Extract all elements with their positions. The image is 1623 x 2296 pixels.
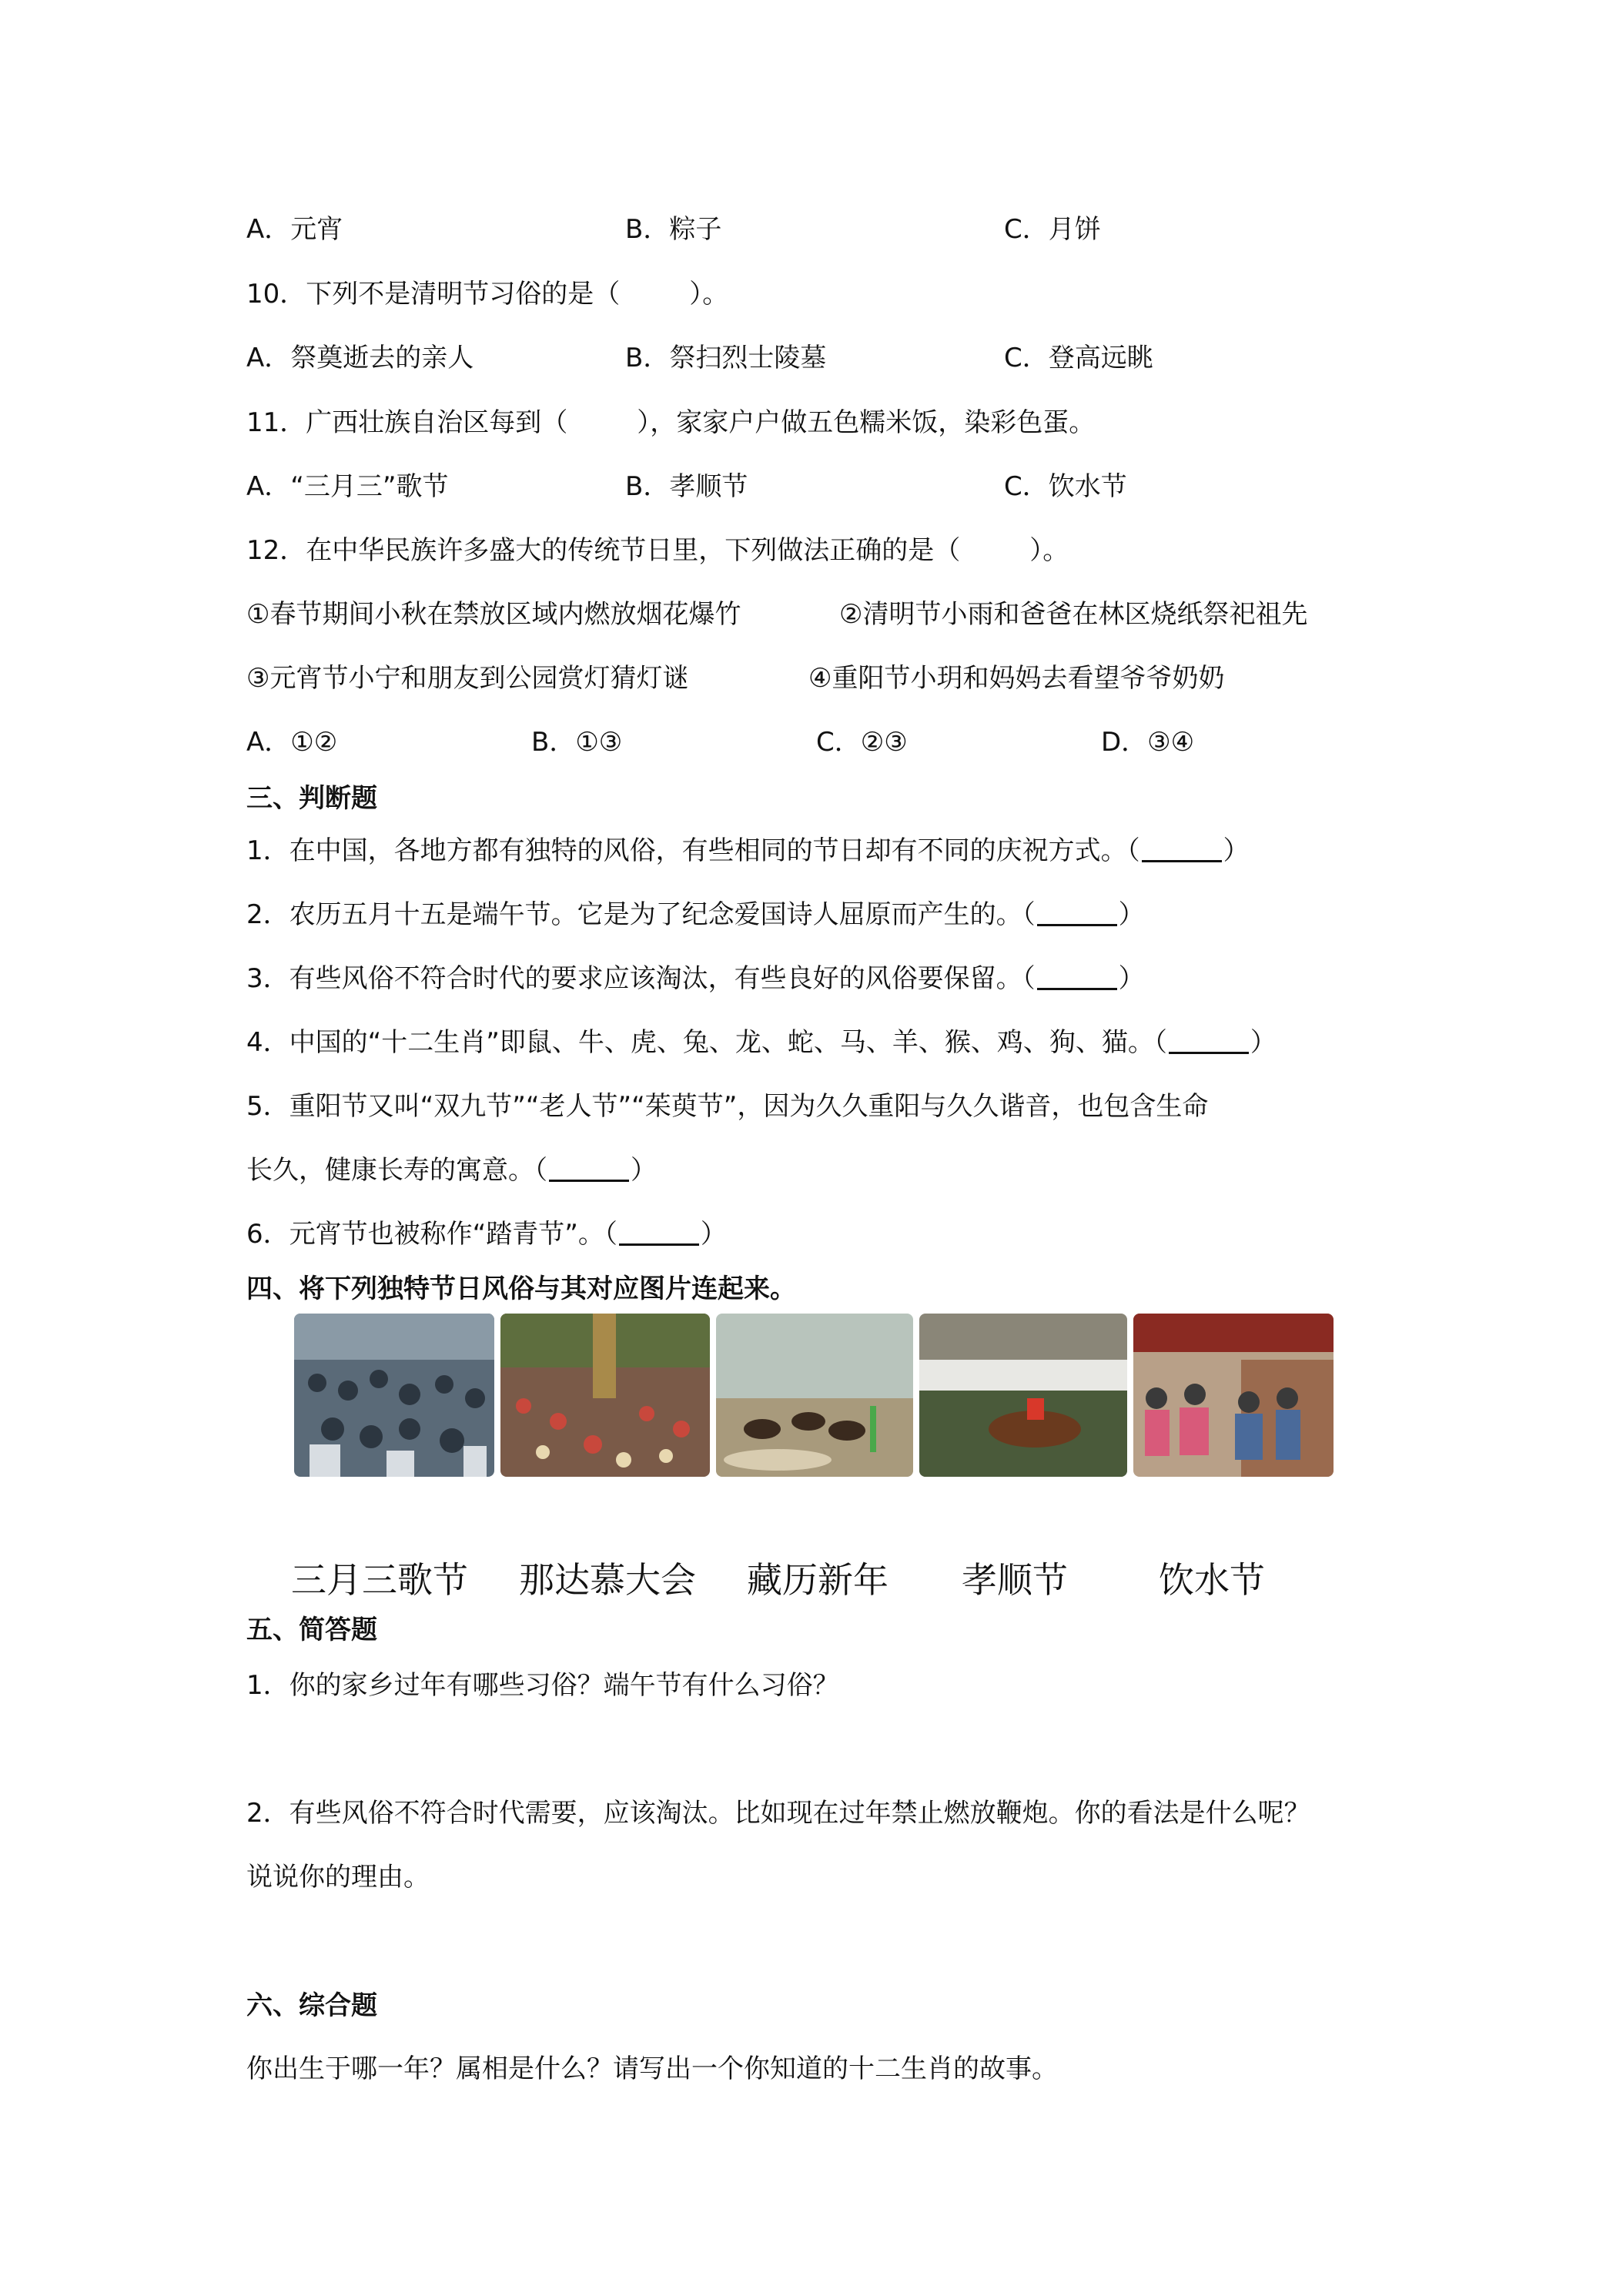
q10-option-a: A．祭奠逝去的亲人 <box>246 343 474 373</box>
answer-blank[interactable] <box>1169 1030 1249 1054</box>
tf-item-5-line-2 <box>246 1153 657 1187</box>
tf-item-5-text: 5．重阳节又叫“双九节”“老人节”“茱萸节”，因为久久重阳与久久谐音，也包含生命 <box>246 1091 1209 1122</box>
question-12-text: 12．在中华民族许多盛大的传统节日里，下列做法正确的是（ <box>246 535 961 566</box>
q12-item-3: ③元宵节小宁和朋友到公园赏灯猜灯谜 <box>246 663 689 694</box>
q10-option-c: C．登高远眺 <box>1004 343 1153 373</box>
question-12-close: ）。 <box>1029 535 1069 566</box>
festival-photo-strip <box>294 1314 1334 1477</box>
street-scene-photo <box>1133 1314 1334 1477</box>
horse-racing-photo <box>919 1314 1127 1477</box>
tf-item-4 <box>246 1026 1277 1059</box>
tf-item-3 <box>246 962 1145 996</box>
tf-item-5-text-cont: 长久，健康长寿的寓意。（ <box>246 1155 547 1186</box>
question-11 <box>246 406 1095 440</box>
tf-item-2 <box>246 898 1145 932</box>
q9-option-a: A．元宵 <box>246 214 343 245</box>
crowd-photo <box>294 1314 494 1477</box>
tf-item-5-line-1 <box>246 1089 1208 1123</box>
answer-blank[interactable] <box>1142 838 1222 862</box>
q12-item-2: ②清明节小雨和爸爸在林区烧纸祭祀祖先 <box>839 599 1308 630</box>
tf-item-3-close: ） <box>1118 963 1145 994</box>
answer-blank[interactable] <box>1037 902 1117 926</box>
q12-option-d: D．③④ <box>1101 727 1195 758</box>
caption-2: 那达慕大会 <box>519 1559 696 1601</box>
tf-item-1-close: ） <box>1223 835 1250 866</box>
tf-item-3-text: 3．有些风俗不符合时代的要求应该淘汰，有些良好的风俗要保留。（ <box>246 963 1036 994</box>
q12-item-1: ①春节期间小秋在禁放区域内燃放烟花爆竹 <box>246 599 741 630</box>
festival-gathering-photo <box>500 1314 710 1477</box>
q9-option-c: C．月饼 <box>1004 214 1101 245</box>
tf-item-6-close: ） <box>700 1219 727 1250</box>
question-11-text: 11．广西壮族自治区每到（ <box>246 407 568 438</box>
q12-option-a: A．①② <box>246 727 338 758</box>
caption-1: 三月三歌节 <box>291 1559 468 1601</box>
caption-5: 饮水节 <box>1159 1559 1265 1601</box>
short-answer-1: 1．你的家乡过年有哪些习俗？端午节有什么习俗？ <box>246 1670 839 1701</box>
tf-item-5-close: ） <box>631 1155 657 1186</box>
short-answer-2-line-2: 说说你的理由。 <box>246 1862 430 1893</box>
q12-option-c: C．②③ <box>816 727 908 758</box>
q11-option-c: C．饮水节 <box>1004 471 1127 502</box>
section-3-heading: 三、判断题 <box>246 783 377 814</box>
horse-race-photo <box>716 1314 913 1477</box>
tf-item-1-text: 1．在中国，各地方都有独特的风俗，有些相同的节日却有不同的庆祝方式。（ <box>246 835 1140 866</box>
answer-blank[interactable] <box>1037 966 1117 990</box>
tf-item-6-text: 6．元宵节也被称作“踏青节”。（ <box>246 1219 617 1250</box>
question-11-close: ），家家户户做五色糯米饭，染彩色蛋。 <box>637 407 1096 438</box>
section-4-heading: 四、将下列独特节日风俗与其对应图片连起来。 <box>246 1274 796 1304</box>
q11-option-a: A．“三月三”歌节 <box>246 471 449 502</box>
tf-item-2-text: 2．农历五月十五是端午节。它是为了纪念爱国诗人屈原而产生的。（ <box>246 899 1036 930</box>
tf-item-2-close: ） <box>1118 899 1145 930</box>
q9-option-b: B．粽子 <box>625 214 722 245</box>
answer-blank[interactable] <box>619 1222 699 1246</box>
section-6-heading: 六、综合题 <box>246 1990 377 2021</box>
tf-item-4-text: 4．中国的“十二生肖”即鼠、牛、虎、兔、龙、蛇、马、羊、猴、鸡、狗、猫。（ <box>246 1027 1167 1058</box>
tf-item-6 <box>246 1217 727 1251</box>
question-10-close: ）。 <box>689 279 729 310</box>
short-answer-2-line-1: 2．有些风俗不符合时代需要，应该淘汰。比如现在过年禁止燃放鞭炮。你的看法是什么呢？ <box>246 1798 1310 1829</box>
question-10 <box>246 277 728 311</box>
section-5-heading: 五、简答题 <box>246 1615 377 1645</box>
question-10-text: 10．下列不是清明节习俗的是（ <box>246 279 621 310</box>
tf-item-4-close: ） <box>1250 1027 1277 1058</box>
comprehensive-question: 你出生于哪一年？属相是什么？请写出一个你知道的十二生肖的故事。 <box>246 2053 1058 2084</box>
caption-3: 藏历新年 <box>747 1559 888 1601</box>
q12-option-b: B．①③ <box>531 727 623 758</box>
question-12 <box>246 534 1069 567</box>
q12-item-4: ④重阳节小玥和妈妈去看望爷爷奶奶 <box>808 663 1225 694</box>
answer-blank[interactable] <box>549 1158 629 1182</box>
q10-option-b: B．祭扫烈士陵墓 <box>625 343 827 373</box>
tf-item-1 <box>246 834 1250 868</box>
q11-option-b: B．孝顺节 <box>625 471 748 502</box>
caption-4: 孝顺节 <box>962 1559 1068 1601</box>
